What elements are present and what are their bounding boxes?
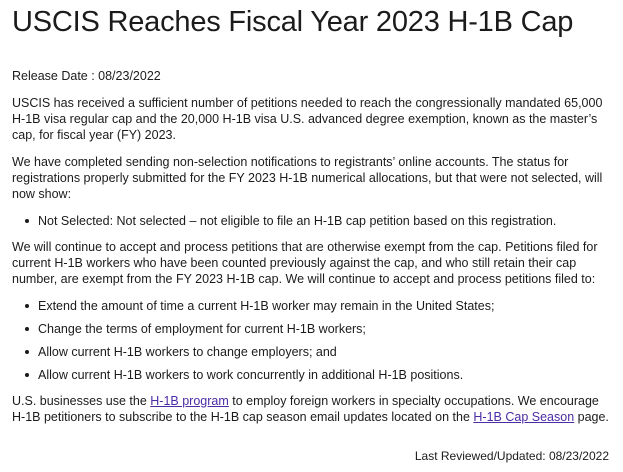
list-item: Allow current H-1B workers to work concurrently in additional H-1B positions. <box>38 367 613 383</box>
paragraph-h1b-program <box>12 393 613 425</box>
status-list <box>12 213 613 229</box>
h1b-program-link[interactable]: H-1B program <box>150 394 229 408</box>
list-item: Not Selected: Not selected – not eligible to file an H-1B cap petition based on this registration. <box>38 213 613 229</box>
text-segment: U.S. businesses use the <box>12 394 151 408</box>
list-item: Change the terms of employment for current H-1B workers; <box>38 321 613 337</box>
text-segment: page. <box>574 410 609 424</box>
list-item: Allow current H-1B workers to change employers; and <box>38 344 613 360</box>
last-reviewed: Last Reviewed/Updated: 08/23/2022 <box>414 449 609 463</box>
page-title: USCIS Reaches Fiscal Year 2023 H-1B Cap <box>12 6 574 38</box>
list-item: Extend the amount of time a current H-1B worker may remain in the United States; <box>38 298 613 314</box>
petition-list <box>12 298 613 383</box>
paragraph-non-selection: We have completed sending non-selection notifications to registrants’ online accounts. The status for registrations properly submitted for the FY 2023 H-1B numerical allocations, but that were not selected, will now show: <box>12 155 603 201</box>
h1b-cap-season-link[interactable]: H-1B Cap Season <box>473 410 575 424</box>
release-date: Release Date : 08/23/2022 <box>12 69 161 83</box>
text-segment: to employ foreign workers in specialty occupations. We encourage H-1B petitioners to subscribe to the H-1B cap season email updates located on the <box>12 394 599 424</box>
paragraph-exempt-petitions: We will continue to accept and process petitions that are otherwise exempt from the cap. Petitions filed for current H-1B workers who have been counted previously against the cap, and who still retain their cap number, are exempt from the FY 2023 H-1B cap. We will continue to accept and process petitions filed to: <box>12 240 598 286</box>
paragraph-cap-reached: USCIS has received a sufficient number of petitions needed to reach the congressionally mandated 65,000 H-1B visa regular cap and the 20,000 H-1B visa U.S. advanced degree exemption, known as the master’s cap, for fiscal year (FY) 2023. <box>12 96 603 142</box>
